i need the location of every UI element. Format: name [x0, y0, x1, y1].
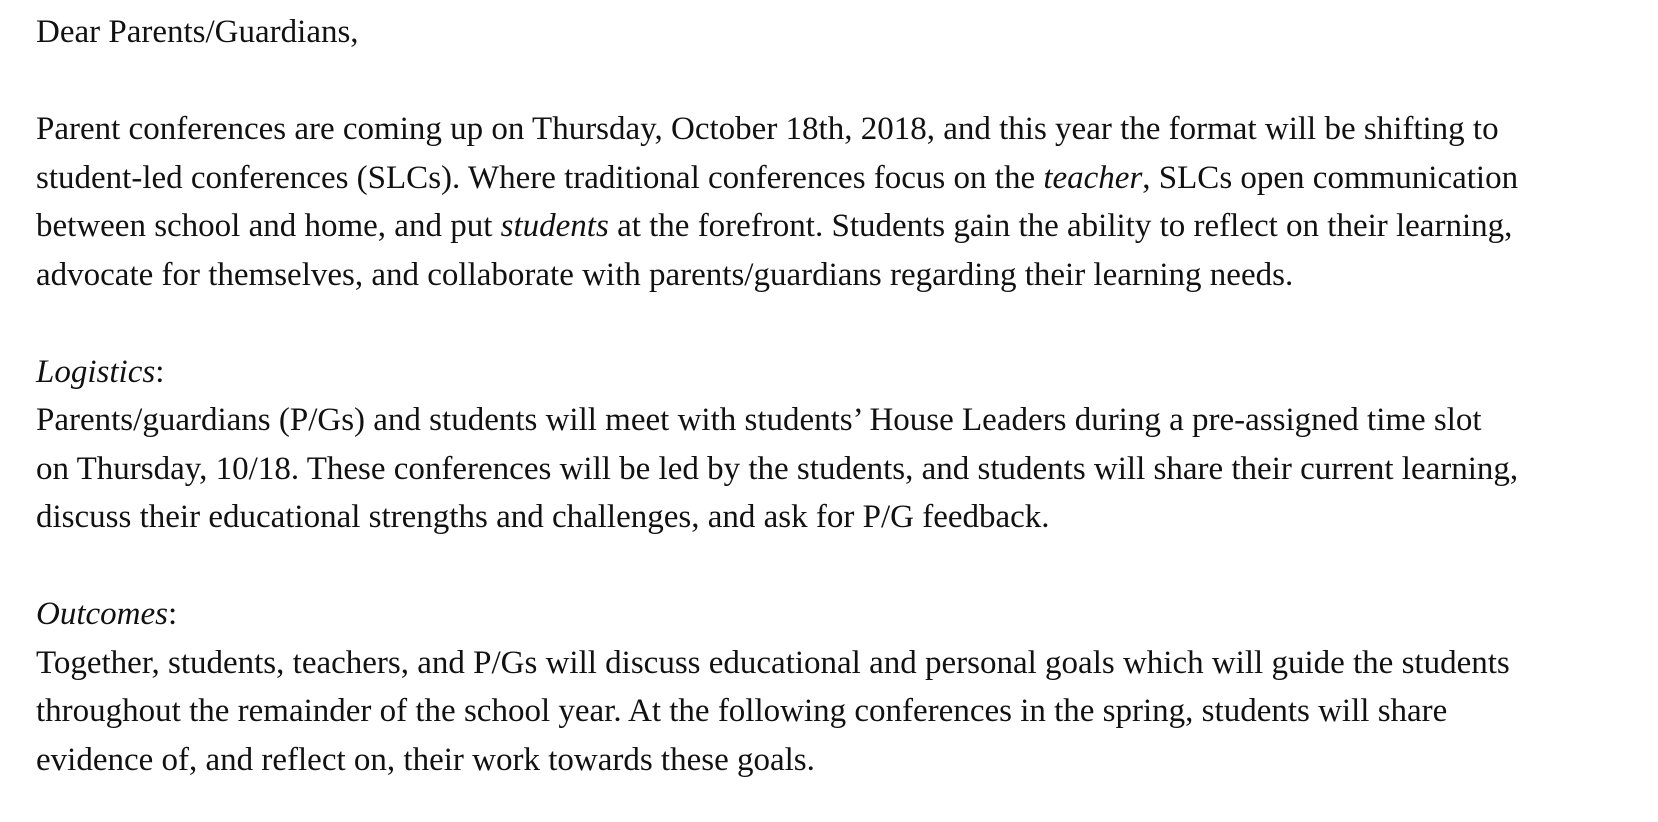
letter-document	[36, 8, 1636, 784]
intro-line-3-part-a: between school and home, and put	[36, 208, 501, 244]
outcomes-line-1: Together, students, teachers, and P/Gs will discuss educational and personal goals which will guide the students	[36, 644, 1510, 681]
logistics-line-3: discuss their educational strengths and challenges, and ask for P/G feedback.	[36, 499, 1050, 535]
outcomes-heading-text: Outcomes	[36, 596, 168, 632]
logistics-section	[36, 348, 1636, 542]
intro-line-2	[36, 154, 1636, 203]
outcomes-section	[36, 590, 1636, 784]
logistics-heading-text: Logistics	[36, 353, 156, 390]
paragraph-gap	[36, 542, 1636, 591]
intro-line-2-part-a: student-led conferences (SLCs). Where traditional conferences focus on the	[36, 159, 1044, 196]
intro-line-3-part-b: at the forefront. Students gain the ability to reflect on their learning,	[608, 208, 1513, 244]
logistics-heading	[36, 348, 1636, 397]
intro-line-3	[36, 202, 1636, 251]
outcomes-line-3: evidence of, and reflect on, their work towards these goals.	[36, 741, 815, 778]
greeting: Dear Parents/Guardians,	[36, 14, 359, 50]
intro-line-1: Parent conferences are coming up on Thursday, October 18th, 2018, and this year the format will be shifting to	[36, 111, 1499, 147]
intro-line-2-part-b: , SLCs open communication	[1142, 159, 1519, 196]
paragraph-gap	[36, 299, 1636, 348]
outcomes-heading	[36, 590, 1636, 639]
logistics-heading-colon: :	[155, 353, 165, 390]
logistics-line-2: on Thursday, 10/18. These conferences will be led by the students, and students will share their current learning,	[36, 450, 1519, 487]
paragraph-gap	[36, 57, 1636, 106]
logistics-line-1: Parents/guardians (P/Gs) and students will meet with students’ House Leaders during a pre-assigned time slot	[36, 402, 1482, 438]
students-emphasis: students	[500, 208, 609, 244]
outcomes-line-2: throughout the remainder of the school year. At the following conferences in the spring, students will share	[36, 693, 1448, 729]
teacher-emphasis: teacher	[1043, 159, 1143, 196]
intro-line-4: advocate for themselves, and collaborate with parents/guardians regarding their learning needs.	[36, 256, 1294, 293]
outcomes-heading-colon: :	[167, 596, 178, 632]
intro-paragraph	[36, 105, 1636, 299]
